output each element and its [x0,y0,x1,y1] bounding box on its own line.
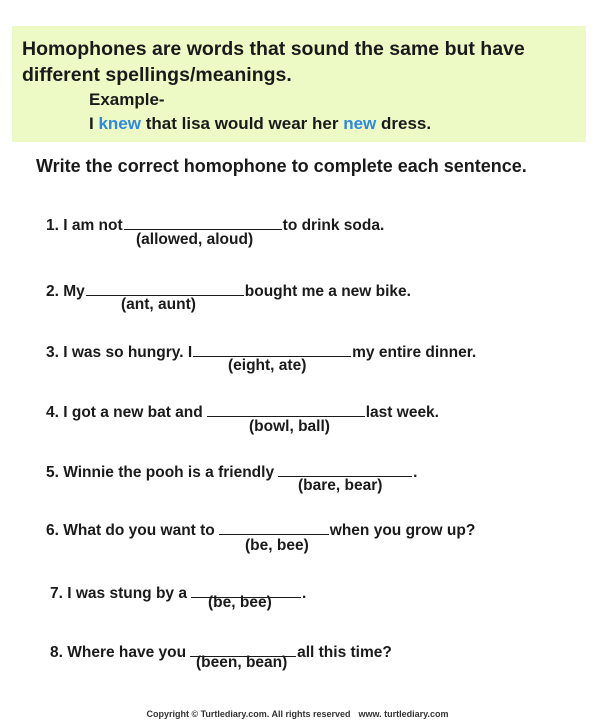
footer [0,709,595,719]
question-7-options: (be, bee) [208,594,272,611]
question-suffix: my entire dinner. [352,344,477,361]
question-suffix: to drink soda. [282,217,385,234]
question-4 [46,399,439,422]
example-word-knew: knew [98,114,141,133]
question-8-options: (been, bean) [196,654,288,671]
question-prefix: 8. Where have you [50,644,187,661]
definition-text: Homophones are words that sound the same but have different spellings/meanings. [22,38,525,86]
example-sentence [89,114,431,134]
example-label: Example- [89,90,165,109]
instruction: Write the correct homophone to complete each sentence. [36,156,527,176]
answer-blank[interactable] [86,278,244,296]
footer-url: www. turtlediary.com [358,709,449,719]
question-suffix: . [413,464,418,481]
question-suffix: bought me a new bike. [244,283,411,300]
question-2 [46,278,411,301]
question-prefix: 1. I am not [46,217,123,234]
example-after: dress. [380,114,432,133]
copyright-text: Copyright © Turtlediary.com. All rights reserved [146,709,351,719]
question-prefix: 3. I was so hungry. I [46,344,193,361]
question-suffix: when you grow up? [329,522,476,539]
answer-blank[interactable] [124,212,282,230]
definition-box [12,26,586,142]
question-prefix: 5. Winnie the pooh is a friendly [46,464,275,481]
question-prefix: 4. I got a new bat and [46,404,203,421]
question-6-options: (be, bee) [245,537,309,554]
question-prefix: 6. What do you want to [46,522,215,539]
question-5-options: (bare, bear) [298,477,383,494]
question-suffix: all this time? [297,644,392,661]
question-1-options: (allowed, aloud) [136,231,254,248]
example-middle: that lisa would wear her [145,114,339,133]
question-suffix: . [301,585,307,602]
question-4-options: (bowl, ball) [249,418,330,435]
answer-blank[interactable] [278,459,412,477]
answer-blank[interactable] [219,517,329,535]
question-3-options: (eight, ate) [228,357,307,374]
example-before: I [89,114,94,133]
answer-blank[interactable] [193,339,351,357]
example-word-new: new [343,114,377,133]
question-prefix: 7. I was stung by a [50,585,187,602]
question-2-options: (ant, aunt) [121,296,196,313]
question-prefix: 2. My [46,283,85,300]
answer-blank[interactable] [207,399,365,417]
question-suffix: last week. [365,404,439,421]
